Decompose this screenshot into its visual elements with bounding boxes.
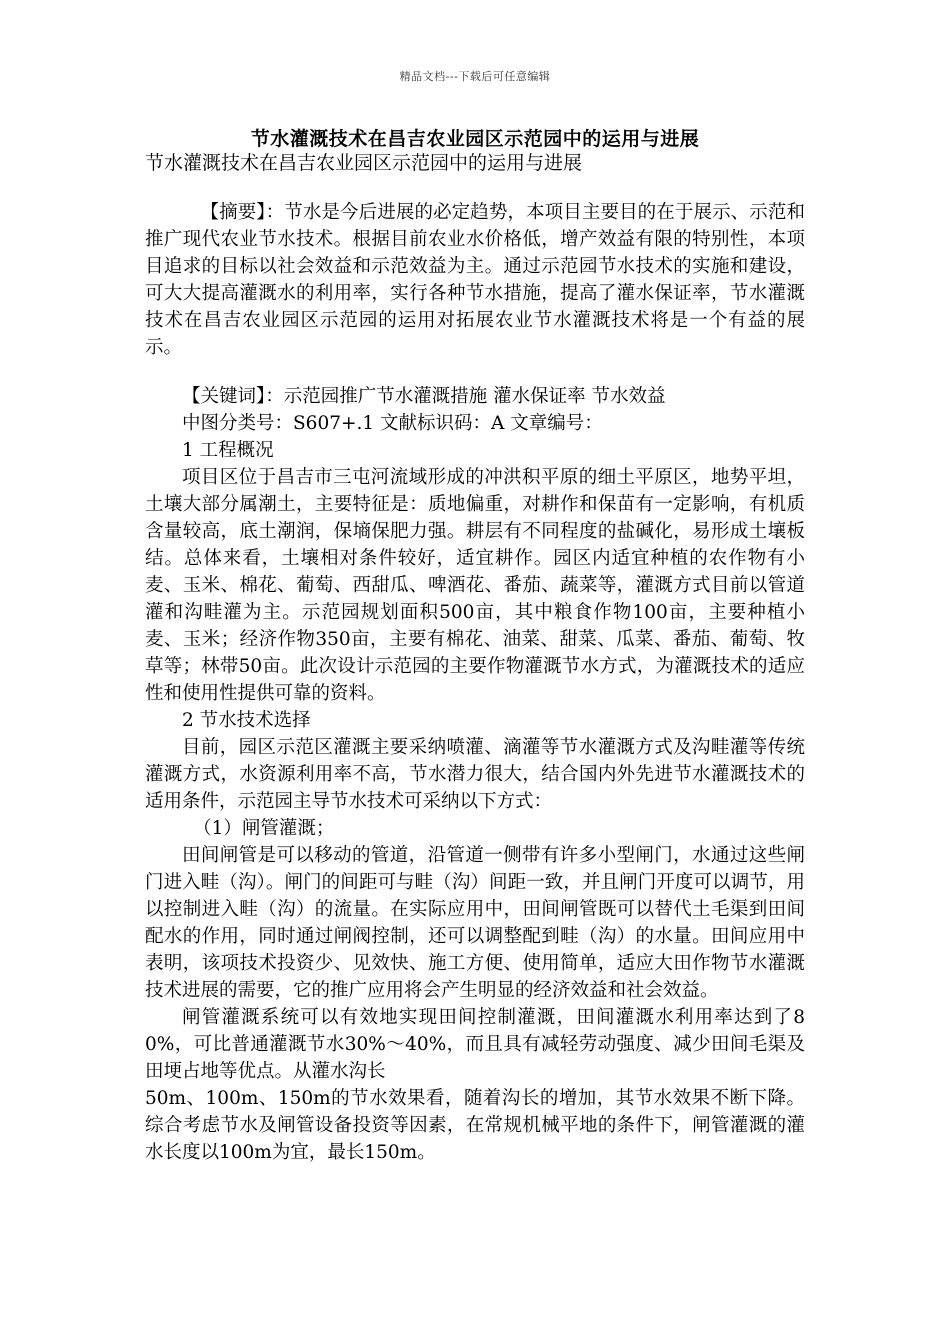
classification-line: 中图分类号：S607+.1 文献标识码：A 文章编号： — [182, 413, 603, 434]
document-title: 节水灌溉技术在昌吉农业园区示范园中的运用与进展 — [250, 128, 700, 150]
section-1-paragraph: 项目区位于昌吉市三屯河流域形成的冲洪积平原的细土平原区，地势平坦，土壤大部分属潮土，主要特征是：质地偏重，对耕作和保苗有一定影响，有机质含量较高，底土潮润，保墒保肥力强。耕层有不同程度的盐碱化，易形成土壤板结。总体来看，土壤相对条件较好，适宜耕作。园区内适宜种植的农作物有小麦、玉米、棉花、葡萄、西甜瓜、啤酒花、番茄、蔬菜等，灌溉方式目前以管道灌和沟畦灌为主。示范园规划面积500亩，其中粮食作物100亩，主要种植小麦、玉米；经济作物350亩，主要有棉花、油菜、甜菜、瓜菜、番茄、葡萄、牧草等；林带50亩。此次设计示范园的主要作物灌溉节水方式，为灌溉技术的适应性和使用性提供可靠的资料。 — [145, 467, 805, 704]
section-2-heading: 2 节水技术选择 — [182, 710, 311, 731]
abstract-paragraph: 【摘要】：节水是今后进展的必定趋势，本项目主要目的在于展示、示范和推广现代农业节水技术。根据目前农业水价格低，增产效益有限的特别性，本项目追求的目标以社会效益和示范效益为主。通过示范园节水技术的实施和建设，可大大提高灌溉水的利用率，实行各种节水措施，提高了灌水保证率，节水灌溉技术在昌吉农业园区示范园的运用对拓展农业节水灌溉技术将是一个有益的展示。 — [145, 202, 805, 358]
section-2-paragraph: 目前，园区示范区灌溉主要采纳喷灌、滴灌等节水灌溉方式及沟畦灌等传统灌溉方式，水资源利用率不高，节水潜力很大，结合国内外先进节水灌溉技术的适用条件，示范园主导节水技术可采纳以下方式： — [145, 737, 805, 812]
list-item-1: （1）闸管灌溉； — [193, 818, 335, 839]
spacer — [145, 361, 805, 383]
spacer — [145, 177, 805, 199]
section-1-heading: 1 工程概况 — [182, 440, 274, 461]
document-subtitle: 节水灌溉技术在昌吉农业园区示范园中的运用与进展 — [145, 152, 583, 174]
keywords-line: 【关键词】：示范园推广节水灌溉措施 灌水保证率 节水效益 — [182, 386, 666, 407]
gated-pipe-paragraph: 田间闸管是可以移动的管道，沿管道一侧带有许多小型闸门，水通过这些闸门进入畦（沟）。闸门的间距可与畦（沟）间距一致，并且闸门开度可以调节，用以控制进入畦（沟）的流量。在实际应用中，田间闸管既可以替代土毛渠到田间配水的作用，同时通过闸阀控制，还可以调整配到畦（沟）的水量。田间应用中表明，该项技术投资少、见效快、施工方便、使用简单，适应大田作物节水灌溉技术进展的需要，它的推广应用将会产生明显的经济效益和社会效益。 — [145, 845, 805, 1001]
document-body — [145, 150, 805, 1166]
header-note: 精品文档---下载后可任意编辑 — [399, 70, 551, 83]
gated-pipe-effect-continued: 50m、100m、150m的节水效果看，随着沟长的增加，其节水效果不断下降。综合考虑节水及闸管设备投资等因素，在常规机械平地的条件下，闸管灌溉的灌水长度以100m为宜，最长150m。 — [145, 1088, 805, 1163]
gated-pipe-effect-paragraph: 闸管灌溉系统可以有效地实现田间控制灌溉，田间灌溉水利用率达到了80%，可比普通灌溉节水30%～40%，而且具有减轻劳动强度、减少田间毛渠及田埂占地等优点。从灌水沟长 — [145, 1007, 805, 1082]
